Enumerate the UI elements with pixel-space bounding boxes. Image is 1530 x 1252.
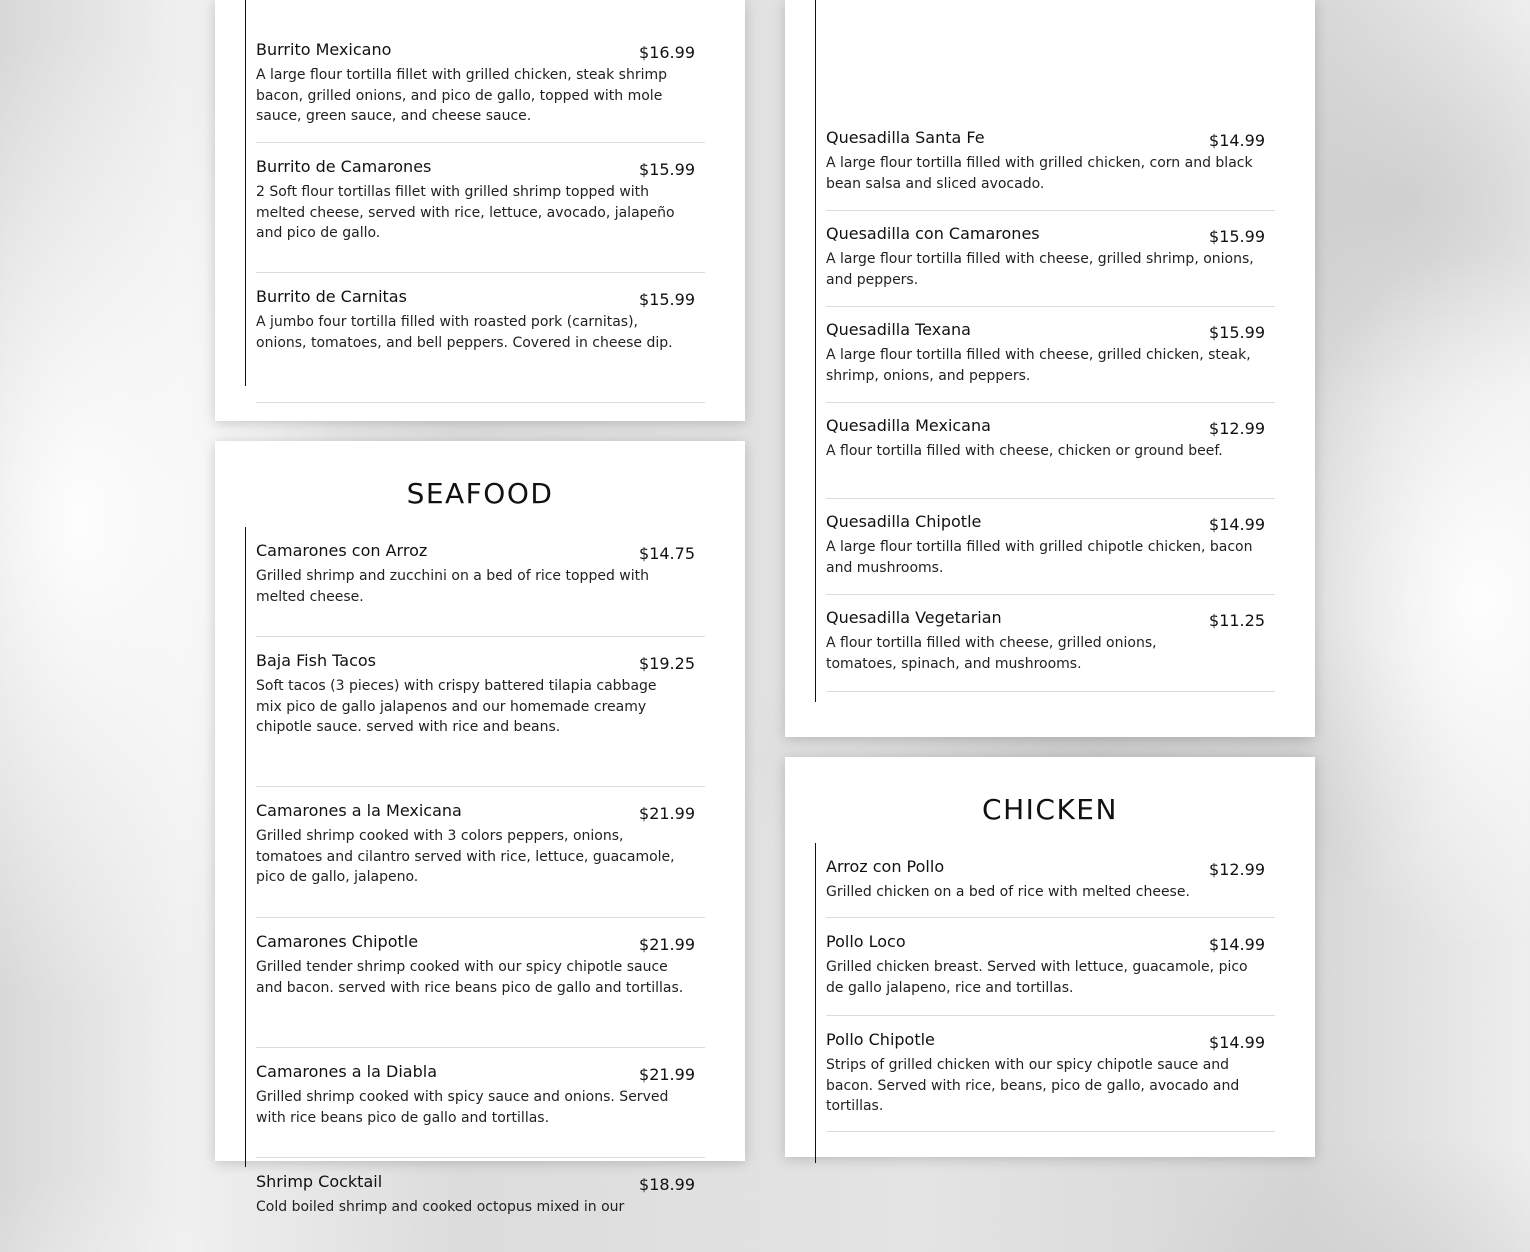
- menu-item-baja-fish-tacos[interactable]: [256, 651, 705, 787]
- item-name: Pollo Chipotle: [826, 1030, 935, 1049]
- menu-item-quesadilla-con-camarones[interactable]: [826, 224, 1275, 307]
- item-description: Grilled shrimp and zucchini on a bed of rice topped with melted cheese.: [256, 568, 649, 605]
- item-price: $19.25: [639, 654, 695, 673]
- item-description: A large flour tortilla filled with grilled chicken, corn and black bean salsa and sliced avocado.: [826, 155, 1253, 192]
- item-name: Quesadilla Mexicana: [826, 416, 991, 435]
- item-name: Quesadilla Santa Fe: [826, 128, 985, 147]
- menu-item-burrito-de-camarones[interactable]: [256, 157, 705, 273]
- seafood-item-list: [245, 527, 705, 1215]
- section-title-seafood: SEAFOOD: [406, 477, 554, 510]
- item-price: $14.99: [1209, 1033, 1265, 1052]
- item-price: $14.99: [1209, 515, 1265, 534]
- item-description: Grilled chicken on a bed of rice with melted cheese.: [826, 884, 1190, 900]
- menu-item-camarones-con-arroz[interactable]: [256, 541, 705, 637]
- item-name: Camarones con Arroz: [256, 541, 428, 560]
- item-name: Burrito de Camarones: [256, 157, 432, 176]
- burritos-item-list: [245, 0, 705, 386]
- chicken-card: [785, 757, 1315, 1157]
- item-description: Soft tacos (3 pieces) with crispy battered tilapia cabbage mix pico de gallo jalapenos and our homemade creamy chipotle sauce. served with rice and beans.: [256, 678, 657, 735]
- burritos-card: [215, 0, 745, 421]
- item-name: Quesadilla Chipotle: [826, 512, 982, 531]
- item-description: Grilled shrimp cooked with spicy sauce and onions. Served with rice beans pico de gallo and tortillas.: [256, 1089, 669, 1126]
- item-price: $15.99: [1209, 227, 1265, 246]
- item-price: $16.99: [639, 43, 695, 62]
- item-name: Baja Fish Tacos: [256, 651, 377, 670]
- item-description: Grilled shrimp cooked with 3 colors peppers, onions, tomatoes and cilantro served with rice, lettuce, guacamole, pico de gallo, jalapeno.: [256, 828, 675, 885]
- menu-item-quesadilla-mexicana[interactable]: [826, 416, 1275, 499]
- item-price: $15.99: [1209, 323, 1265, 342]
- menu-item-quesadilla-chipotle[interactable]: [826, 512, 1275, 595]
- item-name: Burrito de Carnitas: [256, 287, 407, 306]
- item-name: Camarones a la Mexicana: [256, 801, 462, 820]
- menu-item-burrito-mexicano[interactable]: [256, 40, 705, 143]
- item-price: $21.99: [639, 935, 695, 954]
- item-description: A large flour tortilla filled with grilled chipotle chicken, bacon and mushrooms.: [826, 539, 1253, 576]
- item-price: $14.75: [639, 544, 695, 563]
- item-name: Pollo Loco: [826, 932, 906, 951]
- item-price: $12.99: [1209, 860, 1265, 879]
- item-name: Camarones a la Diabla: [256, 1062, 437, 1081]
- item-price: $18.99: [639, 1175, 695, 1194]
- quesadillas-item-list: [815, 0, 1275, 702]
- item-name: Camarones Chipotle: [256, 932, 419, 951]
- menu-item-arroz-con-pollo[interactable]: [826, 857, 1275, 918]
- item-description: A large flour tortilla filled with cheese, grilled shrimp, onions, and peppers.: [826, 251, 1254, 288]
- menu-item-camarones-a-la-diabla[interactable]: [256, 1062, 705, 1158]
- item-description: Grilled tender shrimp cooked with our spicy chipotle sauce and bacon. served with rice beans pico de gallo and tortillas.: [256, 959, 684, 996]
- item-name: Quesadilla con Camarones: [826, 224, 1040, 243]
- item-name: Shrimp Cocktail: [256, 1172, 383, 1191]
- item-description: Cold boiled shrimp and cooked octopus mixed in our: [256, 1199, 625, 1215]
- item-description: A jumbo four tortilla filled with roasted pork (carnitas), onions, tomatoes, and bell peppers. Covered in cheese dip.: [256, 314, 673, 351]
- item-price: $12.99: [1209, 419, 1265, 438]
- section-title-chicken: CHICKEN: [982, 793, 1118, 826]
- menu-item-pollo-chipotle[interactable]: [826, 1030, 1275, 1132]
- item-description: Grilled chicken breast. Served with lettuce, guacamole, pico de gallo jalapeno, rice and tortillas.: [826, 959, 1248, 996]
- item-description: A large flour tortilla fillet with grilled chicken, steak shrimp bacon, grilled onions, and pico de gallo, topped with mole sauce, green sauce, and cheese sauce.: [256, 67, 668, 124]
- menu-item-shrimp-cocktail[interactable]: [256, 1172, 705, 1252]
- item-description: A flour tortilla filled with cheese, chicken or ground beef.: [826, 443, 1223, 459]
- item-price: $21.99: [639, 1065, 695, 1084]
- item-description: 2 Soft flour tortillas fillet with grilled shrimp topped with melted cheese, served with rice, lettuce, avocado, jalapeño and pico de gallo.: [256, 184, 675, 241]
- item-description: A flour tortilla filled with cheese, grilled onions, tomatoes, spinach, and mushrooms.: [826, 635, 1157, 672]
- item-price: $15.99: [639, 290, 695, 309]
- menu-item-pollo-loco[interactable]: [826, 932, 1275, 1016]
- menu-item-quesadilla-vegetarian[interactable]: [826, 608, 1275, 692]
- item-price: $14.99: [1209, 131, 1265, 150]
- item-description: Strips of grilled chicken with our spicy chipotle sauce and bacon. Served with rice, beans, pico de gallo, avocado and tortillas.: [826, 1057, 1240, 1114]
- menu-item-quesadilla-santa-fe[interactable]: [826, 128, 1275, 211]
- item-price: $15.99: [639, 160, 695, 179]
- item-price: $14.99: [1209, 935, 1265, 954]
- item-name: Arroz con Pollo: [826, 857, 945, 876]
- item-name: Quesadilla Texana: [826, 320, 971, 339]
- menu-item-camarones-chipotle[interactable]: [256, 932, 705, 1048]
- menu-item-burrito-de-carnitas[interactable]: [256, 287, 705, 403]
- seafood-card: [215, 441, 745, 1215]
- item-price: $11.25: [1209, 611, 1265, 630]
- item-name: Quesadilla Vegetarian: [826, 608, 1002, 627]
- menu-item-quesadilla-texana[interactable]: [826, 320, 1275, 403]
- chicken-item-list: [815, 843, 1275, 1163]
- quesadillas-card: [785, 0, 1315, 737]
- item-price: $21.99: [639, 804, 695, 823]
- item-name: Burrito Mexicano: [256, 40, 392, 59]
- menu-item-camarones-a-la-mexicana[interactable]: [256, 801, 705, 918]
- item-description: A large flour tortilla filled with cheese, grilled chicken, steak, shrimp, onions, and peppers.: [826, 347, 1251, 384]
